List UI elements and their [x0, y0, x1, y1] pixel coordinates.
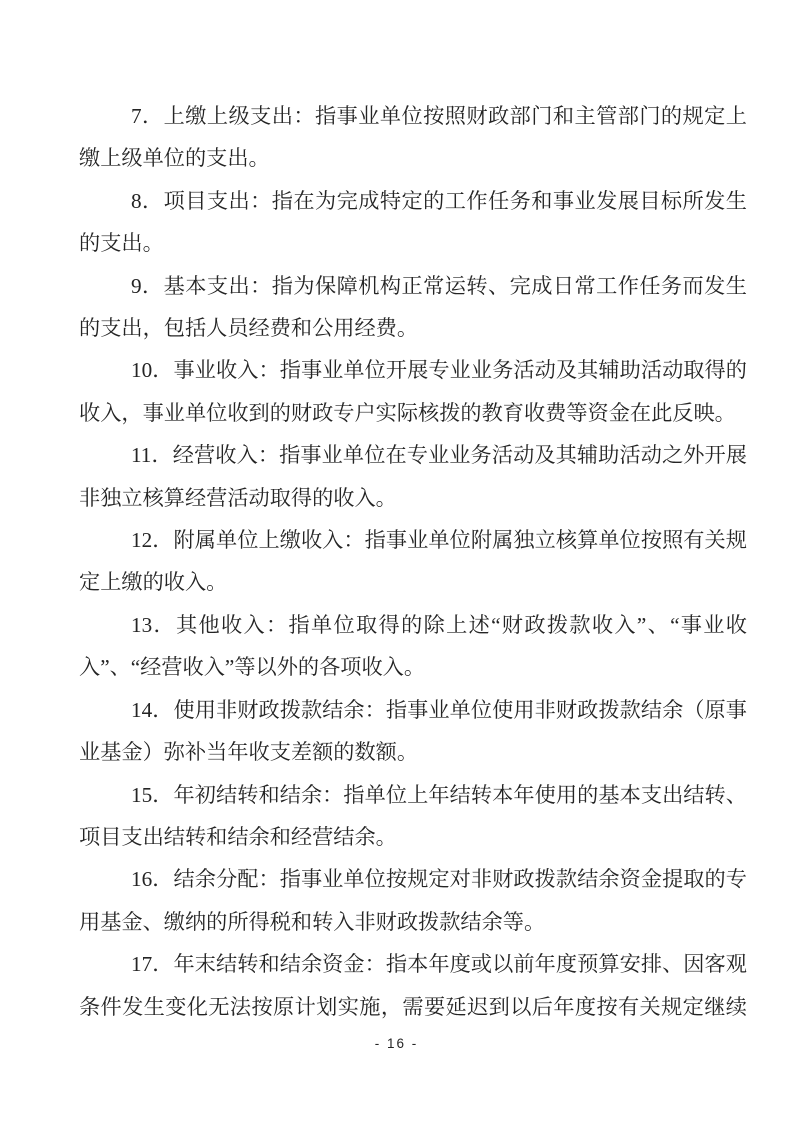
definition-item-12: 12．附属单位上缴收入：指事业单位附属独立核算单位按照有关规定上缴的收入。: [79, 528, 747, 595]
definition-item-13: 13．其他收入：指单位取得的除上述“财政拨款收入”、“事业收入”、“经营收入”等以外的各项收入。: [79, 612, 747, 680]
definition-item-9: 9．基本支出：指为保障机构正常运转、完成日常工作任务而发生的支出，包括人员经费和公用经费。: [79, 273, 747, 341]
definition-item-16: 16．结余分配：指事业单位按规定对非财政拨款结余资金提取的专用基金、缴纳的所得税和转入非财政拨款结余等。: [79, 867, 747, 934]
definition-item-8: 8．项目支出：指在为完成特定的工作任务和事业发展目标所发生的支出。: [79, 188, 747, 256]
document-body: [79, 95, 747, 1028]
definition-item-15: 15．年初结转和结余：指单位上年结转本年使用的基本支出结转、项目支出结转和结余和经营结余。: [79, 782, 747, 849]
definition-item-14: 14．使用非财政拨款结余：指事业单位使用非财政拨款结余（原事业基金）弥补当年收支差额的数额。: [79, 697, 747, 765]
definition-item-11: 11．经营收入：指事业单位在专业业务活动及其辅助活动之外开展非独立核算经营活动取得的收入。: [79, 443, 747, 510]
page-number: - 16 -: [374, 1036, 419, 1051]
definition-item-17: 17．年末结转和结余资金：指本年度或以前年度预算安排、因客观条件发生变化无法按原计划实施，需要延迟到以后年度按有关规定继续: [79, 952, 747, 1019]
definition-item-7: 7．上缴上级支出：指事业单位按照财政部门和主管部门的规定上缴上级单位的支出。: [79, 104, 747, 171]
definition-item-10: 10．事业收入：指事业单位开展专业业务活动及其辅助活动取得的收入，事业单位收到的财政专户实际核拨的教育收费等资金在此反映。: [79, 358, 747, 425]
